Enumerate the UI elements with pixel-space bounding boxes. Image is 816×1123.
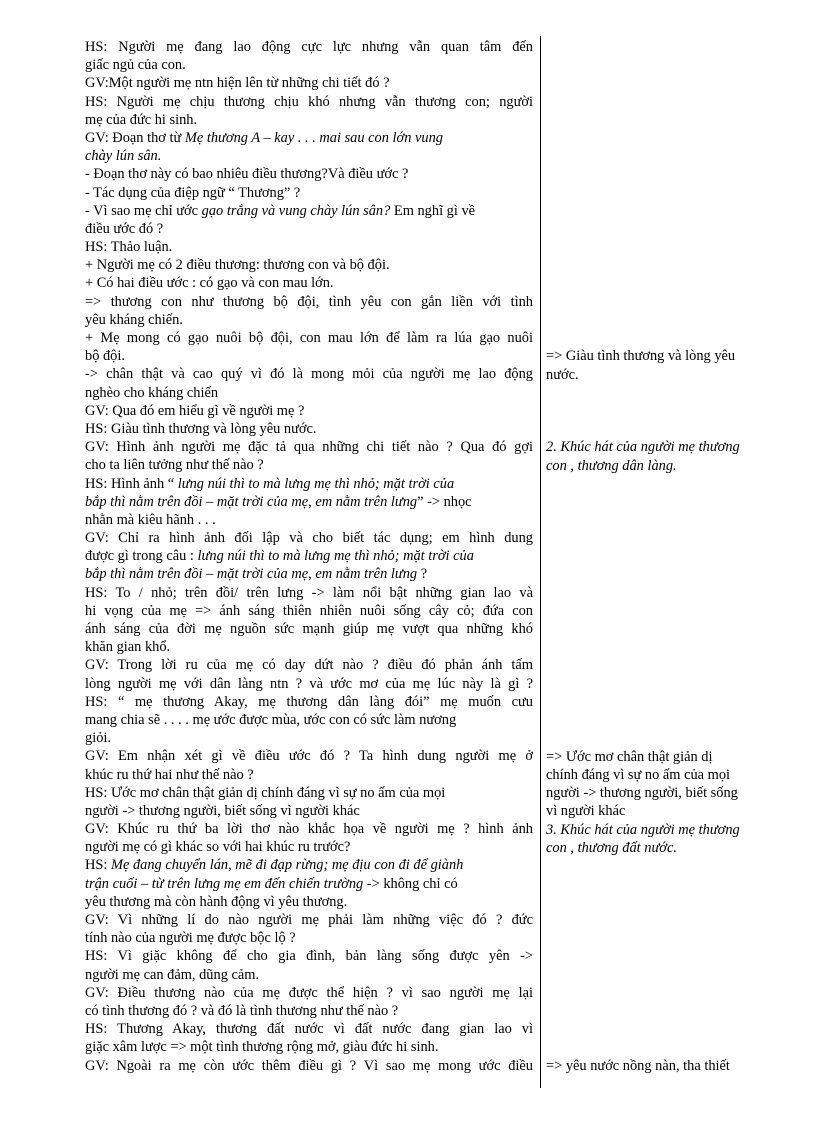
text-line-segment: Mẹ đang chuyển lán, mẽ đi đạp rừng; mẹ địu con đi để giành	[111, 857, 464, 874]
note-line: => Ước mơ chân thật giản dị	[546, 748, 713, 765]
text-line: GV: Em nhận xét gì về điều ước đó ? Ta hình dung người mẹ ở	[85, 748, 533, 765]
text-line-segment: trận cuối – từ trên lưng mẹ em đến chiến trường	[85, 875, 364, 892]
text-line: HS: Người mẹ đang lao động cực lực nhưng vẫn quan tâm đến	[85, 39, 533, 55]
text-line: HS: To / nhỏ; trên đồi/ trên lưng -> làm nổi bật những gian lao và	[85, 584, 533, 601]
text-line: -> chân thật và cao quý vì đó là mong mỏi của người mẹ lao động	[85, 366, 533, 383]
text-line: HS: Giàu tình thương và lòng yêu nước.	[85, 420, 317, 437]
text-line: GV: Trong lời ru của mẹ có day dứt nào ? điều đó phản ánh tấm	[85, 657, 533, 674]
text-line	[85, 129, 533, 147]
right-note-block	[546, 347, 778, 383]
text-line: điều ước đó ?	[85, 220, 164, 237]
text-line: khúc ru thứ hai như thế nào ?	[85, 766, 254, 783]
note-line: con , thương dân làng.	[546, 457, 677, 474]
text-line-segment: Em nghĩ gì về	[390, 202, 476, 219]
text-line-segment: HS:	[85, 857, 111, 874]
text-line: + Người mẹ có 2 điều thương: thương con và bộ đội.	[85, 257, 390, 274]
note-line: 3. Khúc hát của người mẹ thương	[546, 821, 740, 838]
text-line-segment: -> không chỉ có	[363, 875, 458, 892]
text-line: nghèo cho kháng chiến	[85, 384, 219, 401]
text-line	[85, 493, 533, 511]
text-line-segment: gạo trắng và vung chày lún sân?	[201, 202, 391, 219]
text-line: ánh sáng của đời mẹ nguồn sức mạnh giúp mẹ vượt qua những khó	[85, 621, 533, 637]
text-line	[85, 875, 533, 893]
note-line: vì người khác	[546, 803, 626, 820]
text-line: giấc ngủ của con.	[85, 57, 186, 74]
text-line: cho ta liên tưởng như thế nào ?	[85, 457, 264, 474]
text-line: mang chia sẽ . . . . mẹ ước được mùa, ước con có sức làm nương	[85, 711, 457, 728]
note-line: chính đáng vì sự no ấm của mọi	[546, 766, 731, 783]
text-line-segment: lưng núi thì to mà lưng mẹ thì nhỏ; mặt trời của	[177, 475, 455, 492]
note-line: nước.	[546, 366, 579, 383]
note-line: 2. Khúc hát của người mẹ thương	[546, 439, 740, 456]
text-line: bộ đội.	[85, 348, 125, 365]
text-line-segment: bắp thì nằm trên đồi – mặt trời của mẹ, em nằm trên lưng	[85, 493, 418, 510]
text-line: GV: Khúc ru thứ ba lời thơ nào khắc họa về người mẹ ? hình ảnh	[85, 821, 533, 838]
text-line-segment: Mẹ thương A – kay . . . mai sau con lớn vung	[184, 129, 443, 146]
right-note-block	[546, 748, 778, 857]
text-line	[85, 565, 533, 583]
text-line: giỏi.	[85, 730, 111, 747]
text-line: yêu kháng chiến.	[85, 311, 183, 328]
right-note-block	[546, 438, 778, 474]
text-line: người mẹ có gì khác so với hai khúc ru trước?	[85, 839, 351, 856]
left-column	[85, 38, 533, 1075]
text-line: có tình thương đó ? và đó là tình thương như thế nào ?	[85, 1002, 399, 1019]
note-line: người -> thương người, biết sống	[546, 785, 738, 802]
text-line: khăn gian khổ.	[85, 639, 171, 656]
text-line-segment: được gì trong câu :	[85, 548, 198, 565]
text-line-segment: GV: Đoạn thơ từ	[85, 129, 185, 146]
text-line-segment: - Vì sao mẹ chỉ ước	[85, 202, 202, 219]
text-line: - Tác dụng của điệp ngữ “ Thương” ?	[85, 184, 301, 201]
text-line: hi vọng của mẹ => ánh sáng thiên nhiên nuôi sống cây cỏ; đứa con	[85, 602, 533, 619]
text-line: GV: Điều thương nào của mẹ được thể hiện ? vì sao người mẹ lại	[85, 984, 533, 1001]
text-line: tính nào của người mẹ được bộc lộ ?	[85, 930, 296, 947]
text-line: GV: Vì những lí do nào người mẹ phải làm những việc đó ? đức	[85, 912, 533, 928]
text-line: => thương con như thương bộ đội, tình yêu con gắn liền với tình	[85, 293, 533, 310]
text-line	[85, 202, 533, 220]
text-line	[85, 547, 533, 565]
text-line: người -> thương người, biết sống vì người khác	[85, 802, 360, 819]
text-line-segment: chày lún sân.	[85, 148, 162, 165]
note-line: => Giàu tình thương và lòng yêu	[546, 348, 736, 365]
text-line: người mẹ can đảm, dũng cảm.	[85, 966, 260, 983]
text-line: GV: Qua đó em hiểu gì về người mẹ ?	[85, 402, 305, 419]
text-line: lòng người mẹ với dân làng ntn ? và ước mơ của mẹ lúc này là gì ?	[85, 675, 533, 692]
text-line: HS: Người mẹ chịu thương chịu khó nhưng vẫn thương con; người	[85, 93, 533, 110]
text-line: GV:Một người mẹ ntn hiện lên từ những chi tiết đó ?	[85, 75, 390, 92]
text-line: HS: “ mẹ thương Akay, mẹ thương dân làng đói” mẹ muốn cưu	[85, 693, 533, 710]
text-line: - Đoạn thơ này có bao nhiêu điều thương?Và điều ước ?	[85, 166, 409, 183]
text-line: GV: Hình ảnh người mẹ đặc tả qua những chi tiết nào ? Qua đó gợi	[85, 439, 533, 456]
text-line: HS: Thương Akay, thương đất nước vì đất nước đang gian lao vì	[85, 1021, 533, 1038]
text-line: GV: Chỉ ra hình ảnh đối lập và cho biết tác dụng; em hình dung	[85, 530, 533, 547]
text-line: yêu thương mà còn hành động vì yêu thương.	[85, 893, 348, 910]
text-line-segment: bắp thì nằm trên đồi – mặt trời của mẹ, em nằm trên lưng	[85, 566, 418, 583]
column-divider	[540, 36, 541, 1088]
text-line	[85, 475, 533, 493]
text-line: HS: Thảo luận.	[85, 239, 173, 256]
text-line: giặc xâm lược => một tình thương rộng mở, giàu đức hi sinh.	[85, 1039, 439, 1056]
text-line	[85, 856, 533, 874]
text-line	[85, 147, 533, 165]
text-line: GV: Ngoài ra mẹ còn ước thêm điều gì ? Vì sao mẹ mong ước điều	[85, 1057, 533, 1074]
text-line: nhằn mà kiêu hãnh . . .	[85, 511, 216, 528]
text-line-segment: ?	[417, 566, 428, 583]
text-line-segment: lưng núi thì to mà lưng mẹ thì nhỏ; mặt trời của	[197, 548, 474, 565]
text-line-segment: ” -> nhọc	[417, 493, 472, 510]
text-line: HS: Ước mơ chân thật giản dị chính đáng vì sự no ấm của mọi	[85, 784, 446, 801]
text-line: mẹ của đức hi sinh.	[85, 111, 198, 128]
text-line-segment: HS: Hình ảnh “	[85, 475, 178, 492]
text-line: + Mẹ mong có gạo nuôi bộ đội, con mau lớn để làm ra lúa gạo nuôi	[85, 330, 533, 346]
note-line: con , thương đất nước.	[546, 839, 677, 856]
note-line: => yêu nước nồng nàn, tha thiết	[546, 1058, 730, 1075]
text-line: + Có hai điều ước : có gạo và con mau lớn.	[85, 275, 334, 292]
right-note-block	[546, 1057, 778, 1075]
text-line: HS: Vì giặc không để cho gia đình, bản làng sống được yên ->	[85, 948, 533, 965]
